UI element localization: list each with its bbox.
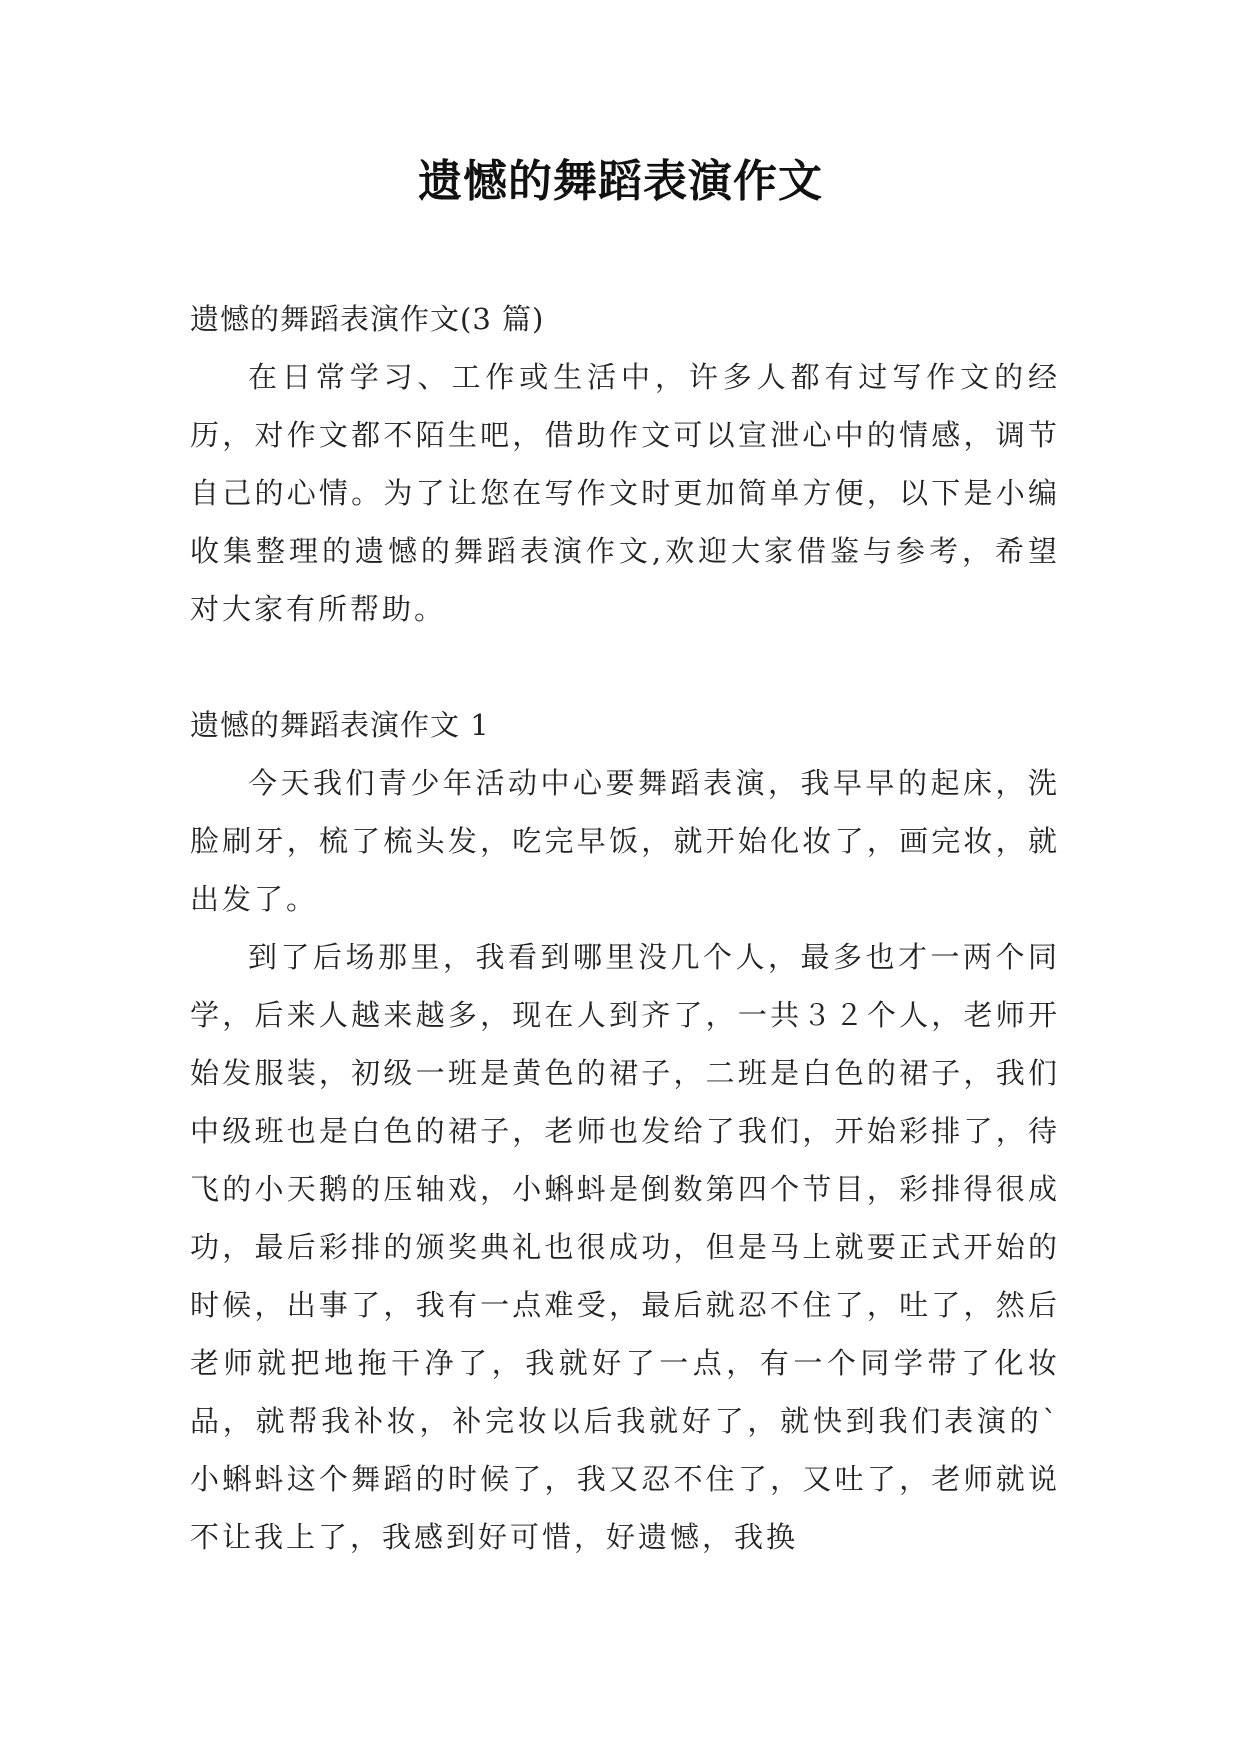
- section-gap: [190, 638, 1060, 696]
- document-title: 遗憾的舞蹈表演作文: [418, 156, 823, 207]
- collection-subtitle: 遗憾的舞蹈表演作文(3 篇): [190, 302, 545, 336]
- section-heading: 遗憾的舞蹈表演作文 1: [190, 708, 490, 742]
- body-paragraph: 到了后场那里，我看到哪里没几个人，最多也才一两个同学，后来人越来越多，现在人到齐了，一共３２个人，老师开始发服装，初级一班是黄色的裙子，二班是白色的裙子，我们中级班也是白色的裙子，老师也发给了我们，开始彩排了，待飞的小天鹅的压轴戏，小蝌蚪是倒数第四个节目，彩排得很成功，最后彩排的颁奖典礼也很成功，但是马上就要正式开始的时候，出事了，我有一点难受，最后就忍不住了，吐了，然后老师就把地拖干净了，我就好了一点，有一个同学带了化妆品，就帮我补妆，补完妆以后我就好了，就快到我们表演的`小蝌蚪这个舞蹈的时候了，我又忍不住了，又吐了，老师就说不让我上了，我感到好可惜，好遗憾，我换: [190, 940, 1060, 1554]
- intro-paragraph: 在日常学习、工作或生活中，许多人都有过写作文的经历，对作文都不陌生吧，借助作文可以宣泄心中的情感，调节自己的心情。为了让您在写作文时更加简单方便，以下是小编收集整理的遗憾的舞蹈表演作文,欢迎大家借鉴与参考，希望对大家有所帮助。: [190, 360, 1060, 626]
- document-body: [190, 290, 1060, 1566]
- body-paragraph: 今天我们青少年活动中心要舞蹈表演，我早早的起床，洗脸刷牙，梳了梳头发，吃完早饭，就开始化妆了，画完妆，就出发了。: [190, 766, 1060, 916]
